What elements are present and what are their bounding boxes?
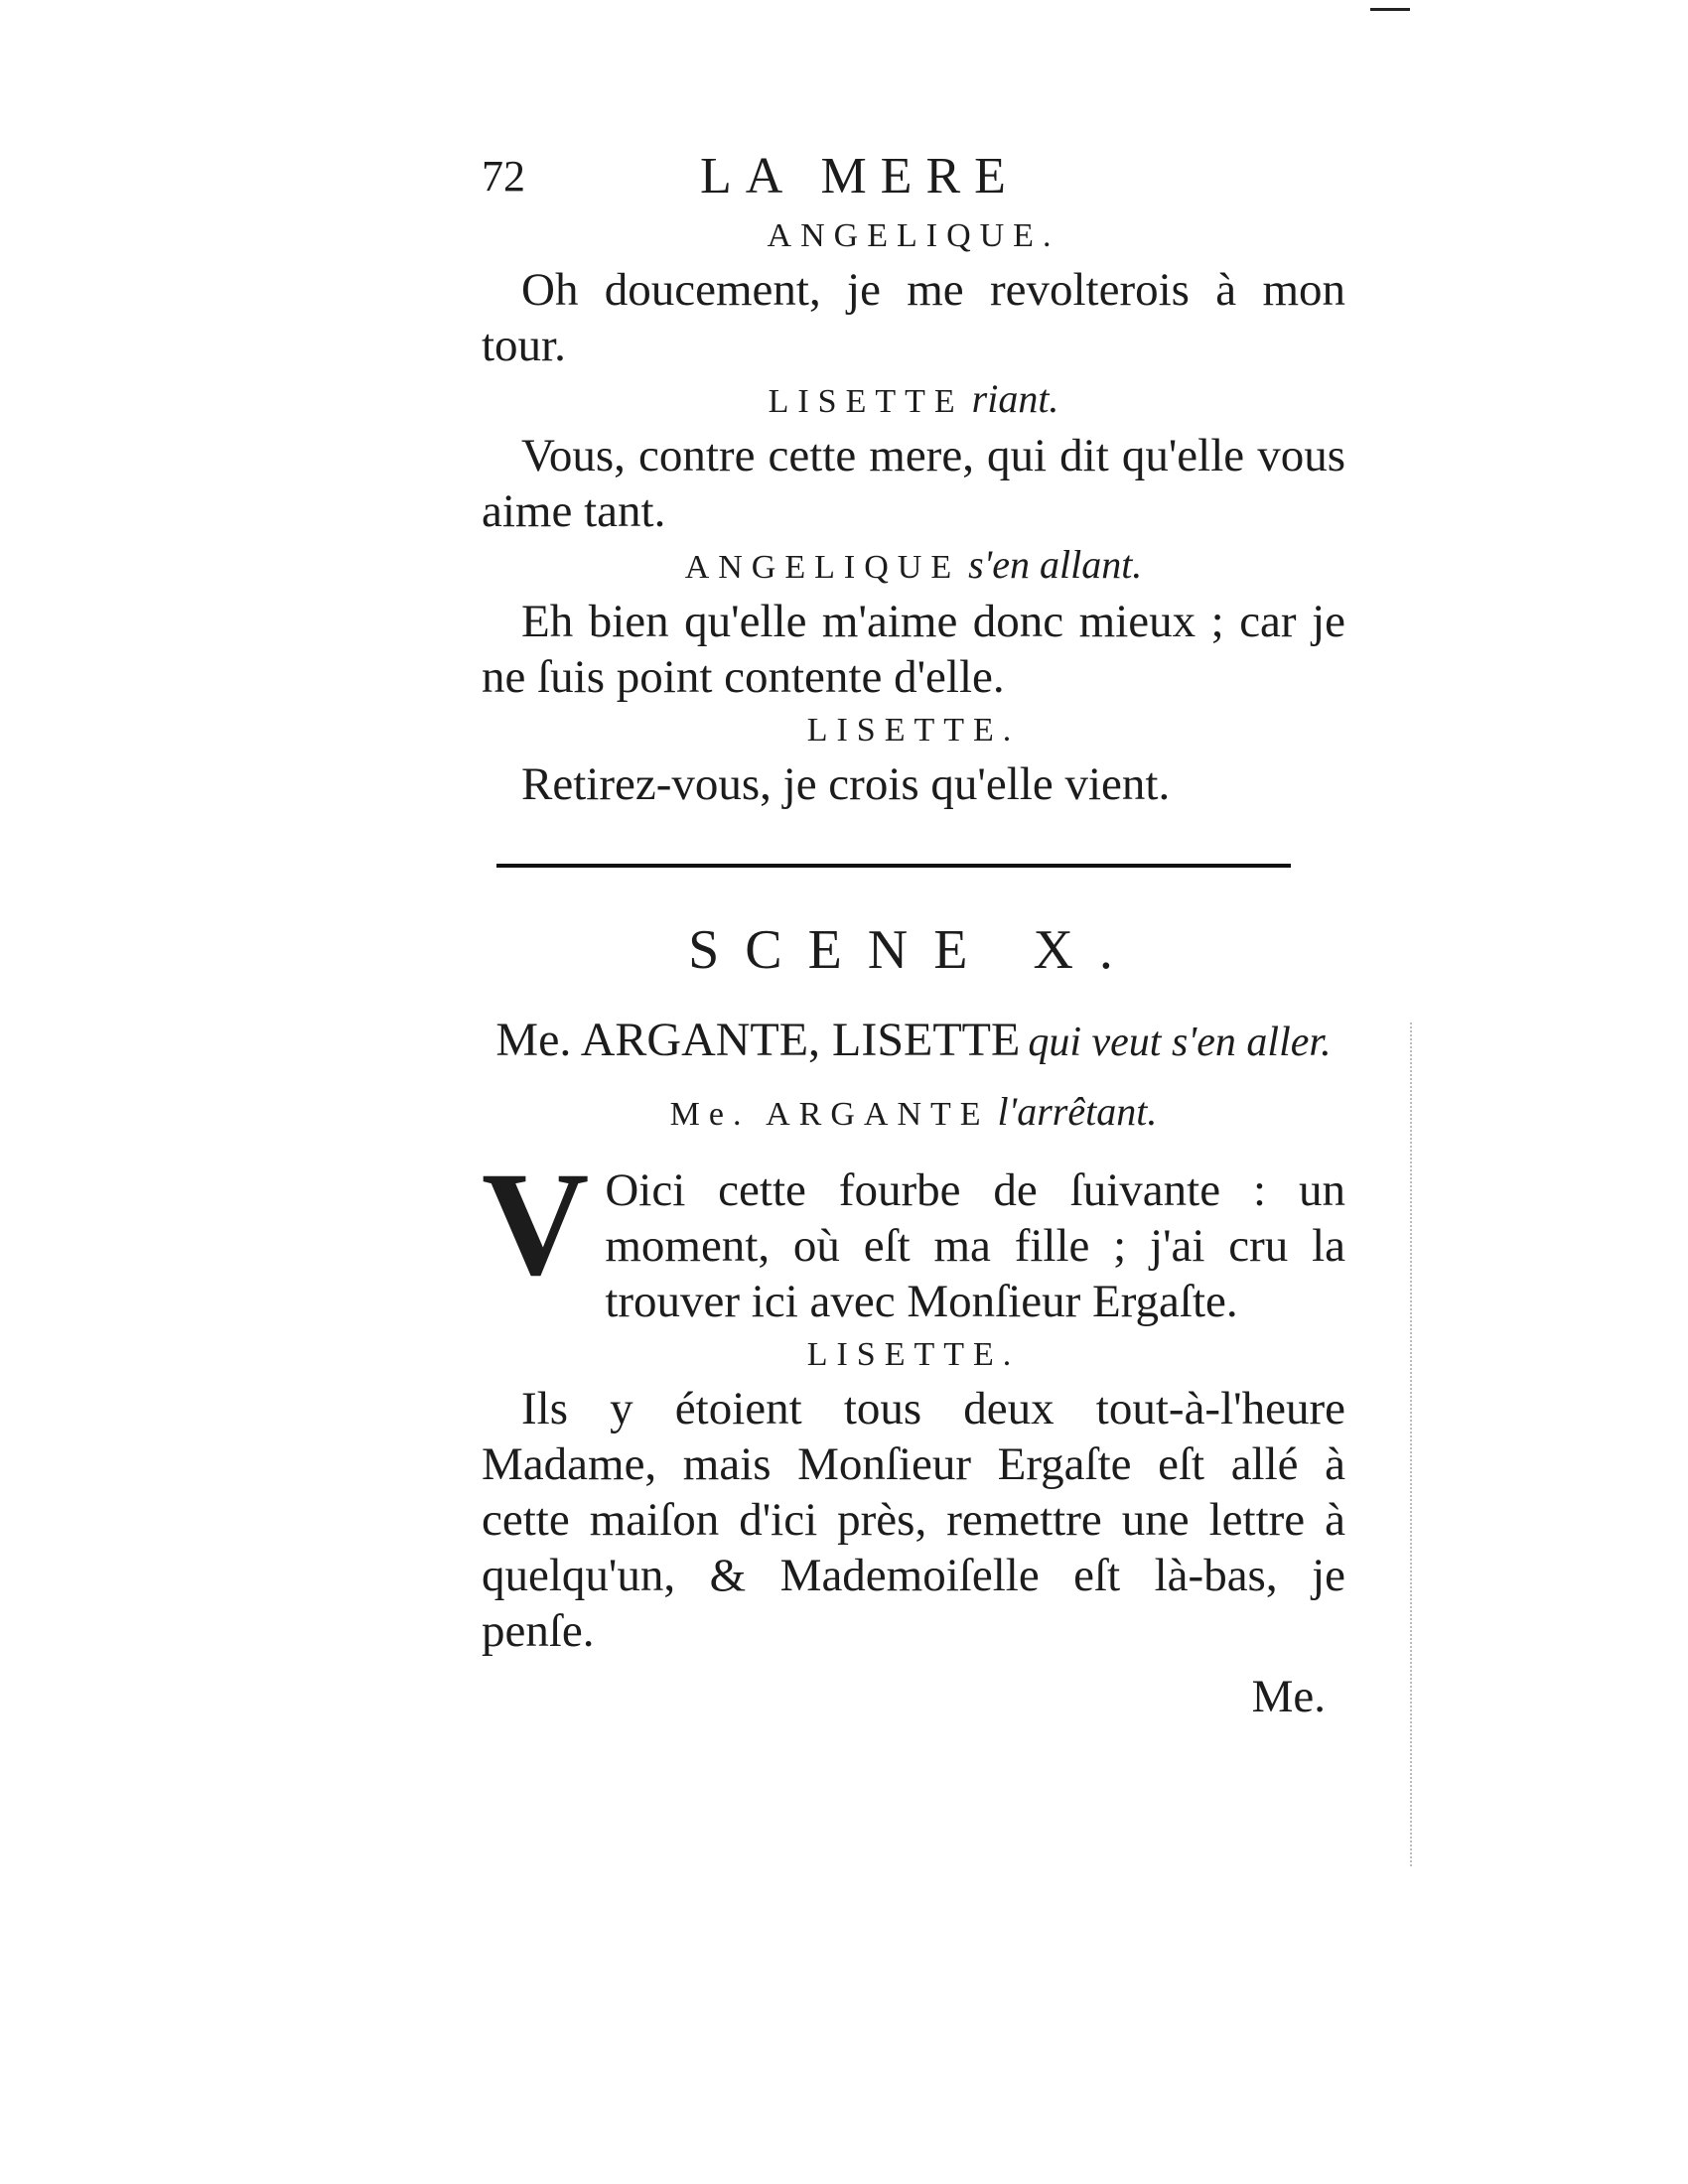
speaker-line: [482, 210, 1345, 262]
speaker-name: LISETTE: [768, 383, 964, 420]
corner-rule: [1370, 8, 1410, 11]
scene-title: SCENE X.: [688, 919, 1139, 981]
stage-direction: riant.: [971, 376, 1059, 421]
speech: Oh doucement, je me revolterois à mon tour.: [482, 264, 1345, 371]
speaker-name: LISETTE.: [806, 712, 1021, 749]
speaker-name: ANGELIQUE.: [767, 217, 1060, 254]
speaker-line: [482, 373, 1345, 428]
speech: Ils y étoient tous deux tout-à-l'heure Madame, mais Monſieur Ergaſte eſt allé à cette maiſon d'ici près, remettre une lettre à quelqu'un, & Mademoiſelle eſt là-bas, je penſe.: [482, 1383, 1345, 1657]
stage-direction: l'arrêtant.: [997, 1089, 1158, 1134]
stage-direction: s'en allant.: [968, 542, 1143, 587]
scene-characters: [482, 1009, 1345, 1074]
speaker-line: [482, 1329, 1345, 1381]
speaker-name: Me. ARGANTE: [669, 1096, 990, 1133]
speaker-line: [482, 705, 1345, 756]
speaker-name: ANGELIQUE: [684, 549, 961, 586]
page-number: 72: [482, 152, 525, 201]
speech: Eh bien qu'elle m'aime donc mieux ; car je ne ſuis point contente d'elle.: [482, 596, 1345, 703]
section-rule: [496, 864, 1291, 868]
catchword: Me.: [1251, 1671, 1326, 1722]
speech: Vous, contre cette mere, qui dit qu'elle vous aime tant.: [482, 430, 1345, 537]
speaker-line: [482, 1086, 1345, 1141]
character-list: Me. ARGANTE, LISETTE: [495, 1014, 1021, 1066]
speaker-name: LISETTE.: [806, 1336, 1021, 1373]
page-header: [482, 149, 1345, 208]
drop-cap: V: [482, 1142, 590, 1306]
speaker-line: [482, 539, 1345, 594]
speech: Retirez-vous, je crois qu'elle vient.: [521, 758, 1171, 810]
stage-direction: qui veut s'en aller.: [1028, 1020, 1332, 1065]
speech-text: Oici cette fourbe de ſuivante : un moment, où eſt ma fille ; j'ai cru la trouver ici avec Monſieur Ergaſte.: [605, 1164, 1345, 1327]
speech: [482, 1142, 1345, 1329]
book-page: [482, 149, 1345, 1724]
margin-specks: [1410, 1023, 1414, 1866]
running-title: LA MERE: [700, 148, 1020, 205]
